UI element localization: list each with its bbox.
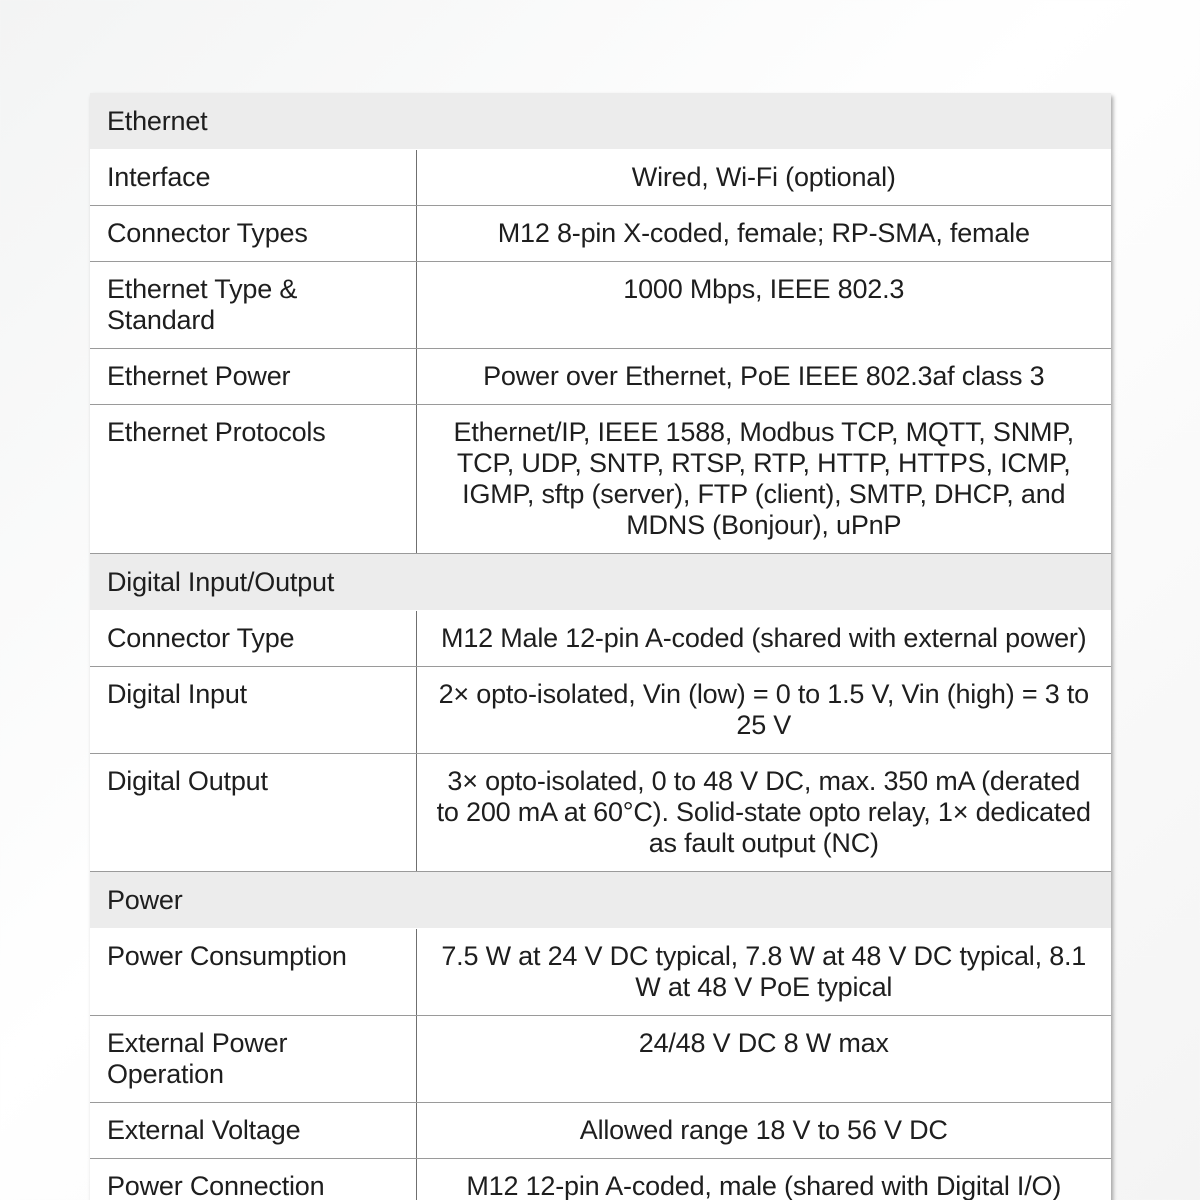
spec-card [90,93,1111,1200]
spec-value: Wired, Wi-Fi (optional) [416,150,1111,206]
spec-label: External Power Operation [90,1016,416,1103]
table-row [90,349,1111,405]
spec-label: External Voltage [90,1103,416,1159]
spec-value: 2× opto-isolated, Vin (low) = 0 to 1.5 V, Vin (high) = 3 to 25 V [416,667,1111,754]
spec-label: Digital Output [90,754,416,872]
table-row [90,611,1111,667]
spec-label: Ethernet Type & Standard [90,262,416,349]
spec-value: Ethernet/IP, IEEE 1588, Modbus TCP, MQTT, SNMP, TCP, UDP, SNTP, RTSP, RTP, HTTP, HTTPS, ICMP, IGMP, sftp (server), FTP (client), SMTP, DHCP, and MDNS (Bonjour), uPnP [416,405,1111,554]
spec-label: Connector Type [90,611,416,667]
section-title: Digital Input/Output [90,554,1111,611]
spec-value: M12 Male 12-pin A-coded (shared with external power) [416,611,1111,667]
section-header-ethernet [90,93,1111,150]
table-row [90,1159,1111,1200]
table-row [90,262,1111,349]
section-title: Power [90,872,1111,929]
section-header-power [90,872,1111,929]
spec-value: Power over Ethernet, PoE IEEE 802.3af class 3 [416,349,1111,405]
spec-label: Digital Input [90,667,416,754]
spec-value: 24/48 V DC 8 W max [416,1016,1111,1103]
spec-value: Allowed range 18 V to 56 V DC [416,1103,1111,1159]
table-row [90,150,1111,206]
spec-table [90,93,1111,1200]
spec-label: Power Connection [90,1159,416,1200]
spec-value: M12 12-pin A-coded, male (shared with Digital I/O) [466,1171,1062,1200]
table-row [90,405,1111,554]
section-title: Ethernet [90,93,1111,150]
table-row [90,929,1111,1016]
table-row [90,1016,1111,1103]
table-row [90,754,1111,872]
table-row [90,1103,1111,1159]
spec-label: Interface [90,150,416,206]
section-header-digital-io [90,554,1111,611]
spec-value: 3× opto-isolated, 0 to 48 V DC, max. 350 mA (derated to 200 mA at 60°C). Solid-state opto relay, 1× dedicated as fault output (NC) [416,754,1111,872]
spec-label: Power Consumption [90,929,416,1016]
spec-label: Ethernet Power [90,349,416,405]
spec-label: Connector Types [90,206,416,262]
spec-value: M12 8-pin X-coded, female; RP-SMA, female [416,206,1111,262]
table-row [90,667,1111,754]
spec-label: Ethernet Protocols [90,405,416,554]
spec-value: 7.5 W at 24 V DC typical, 7.8 W at 48 V DC typical, 8.1 W at 48 V PoE typical [416,929,1111,1016]
spec-value: 1000 Mbps, IEEE 802.3 [416,262,1111,349]
table-row [90,206,1111,262]
